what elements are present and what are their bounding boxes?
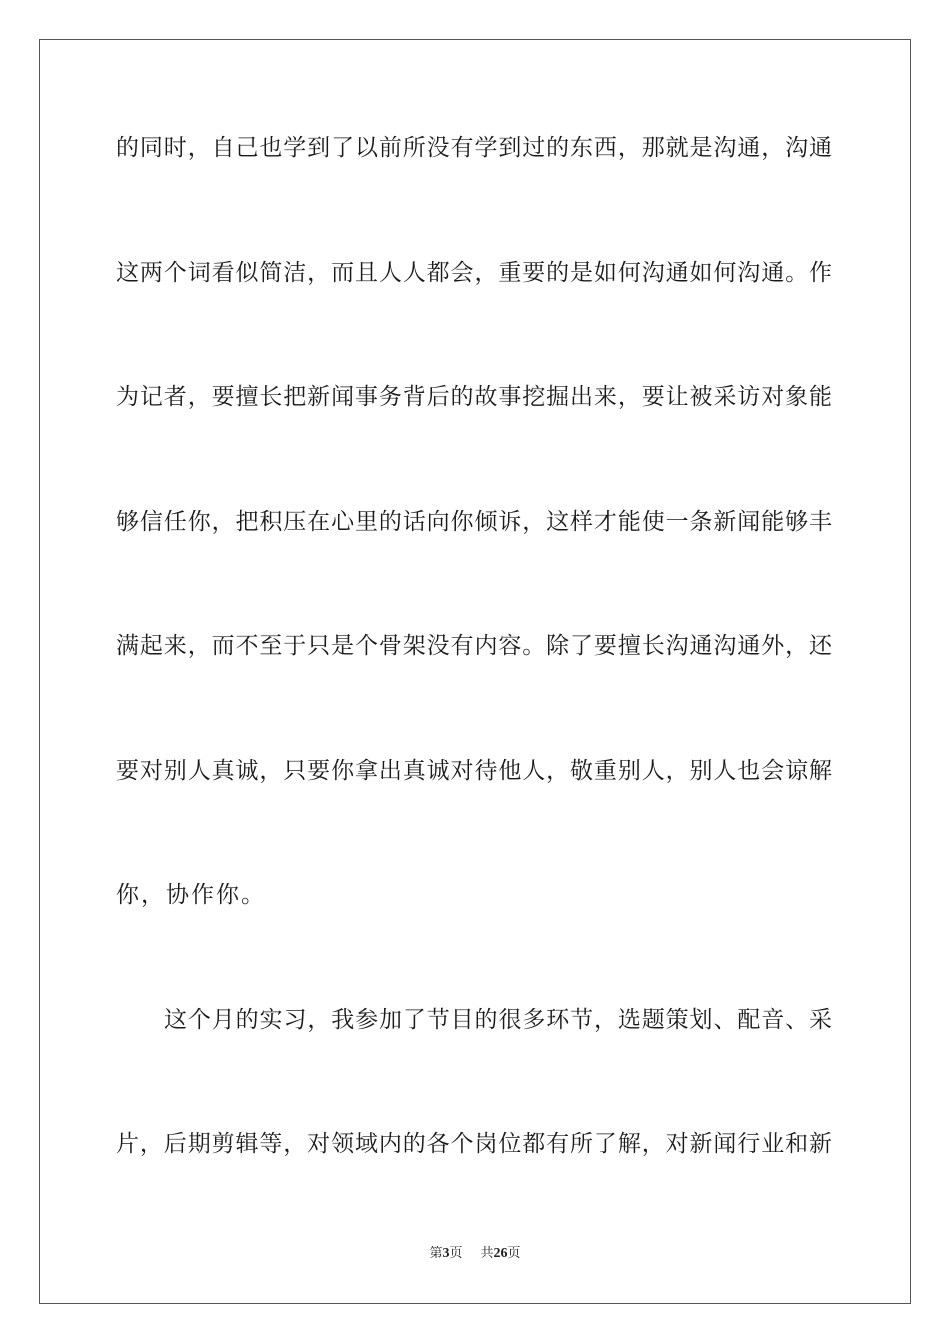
- page-number: 3: [442, 1246, 450, 1261]
- page-prefix: 第: [429, 1246, 443, 1261]
- page-suffix: 页: [449, 1246, 463, 1261]
- paragraph-line-9: 片，后期剪辑等，对领域内的各个岗位都有所了解，对新闻行业和新: [116, 1131, 832, 1157]
- page-footer: [0, 1244, 950, 1264]
- paragraph-line-7: 你，协作你。: [116, 882, 266, 908]
- paragraph-line-8: 这个月的实习，我参加了节目的很多环节，选题策划、配音、采: [164, 1007, 832, 1033]
- paragraph-line-5: 满起来，而不至于只是个骨架没有内容。除了要擅长沟通沟通外，还: [116, 633, 832, 659]
- paragraph-line-3: 为记者，要擅长把新闻事务背后的故事挖掘出来，要让被采访对象能: [116, 384, 832, 410]
- total-prefix: 共: [480, 1246, 494, 1261]
- total-pages: 26: [493, 1246, 508, 1261]
- total-suffix: 页: [507, 1246, 521, 1261]
- paragraph-line-4: 够信任你，把积压在心里的话向你倾诉，这样才能使一条新闻能够丰: [116, 509, 832, 535]
- paragraph-line-2: 这两个词看似简洁，而且人人都会，重要的是如何沟通如何沟通。作: [116, 260, 832, 286]
- paragraph-line-1: 的同时，自己也学到了以前所没有学到过的东西，那就是沟通，沟通: [116, 135, 832, 161]
- paragraph-line-6: 要对别人真诚，只要你拿出真诚对待他人，敬重别人，别人也会谅解: [116, 758, 832, 784]
- page-frame: [39, 39, 911, 1304]
